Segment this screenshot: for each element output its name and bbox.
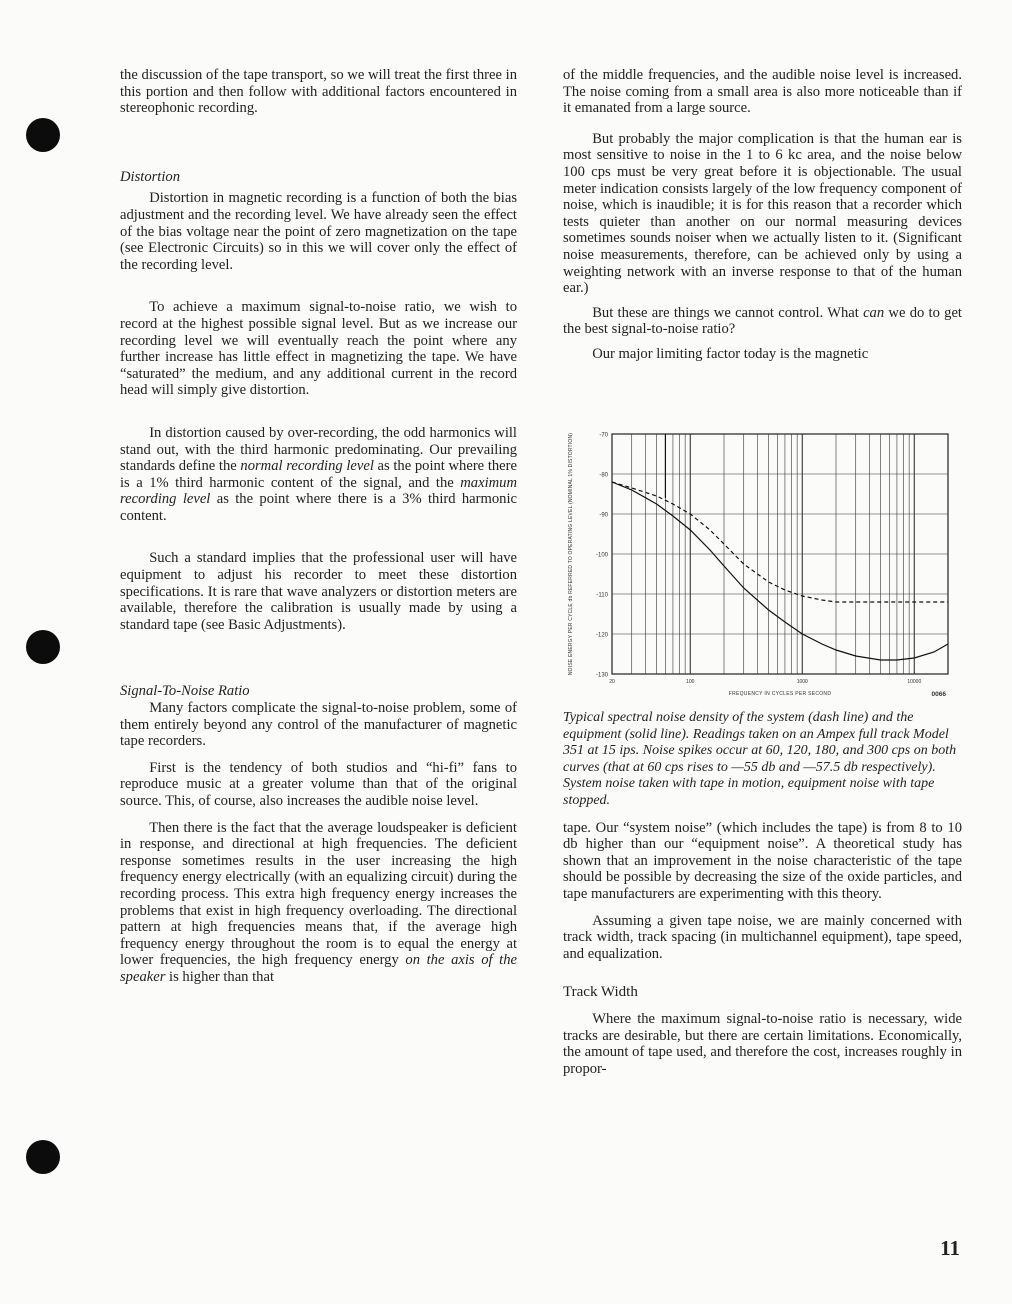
figure-id: 0066	[931, 691, 946, 698]
paragraph: Where the maximum signal-to-noise ratio is necessary, wide tracks are desirable, but there are certain limitations. Economically, the amount of tape used, and therefore the cost, increases roughly in propor-	[563, 1010, 962, 1077]
binder-hole-top	[26, 118, 60, 152]
emphasis: maximum recording level	[120, 474, 517, 508]
paragraph	[120, 820, 517, 986]
paragraph: Many factors complicate the signal-to-noise problem, some of them entirely beyond any control of the manufacturer of magnetic tape recorders.	[120, 700, 517, 750]
text-run: is higher than that	[165, 968, 275, 985]
text-run: But these are things we cannot control. What	[592, 304, 864, 321]
noise-chart	[560, 426, 970, 702]
figure-caption: Typical spectral noise density of the system (dash line) and the equipment (solid line). Readings taken on an Ampex full track Model 351 at 15 ips. Noise spikes occur at 60, 120, 180, and 300 cps on both curves (that at 60 cps rises to —55 db and —57.5 db respectively). System noise taken with tape in motion, equipment noise with tape stopped.	[563, 710, 957, 808]
x-tick-label: 10000	[907, 679, 922, 685]
y-axis-label: NOISE ENERGY PER CYCLE db REFERRED TO OPERATING LEVEL (NOMINAL 1% DISTORTION)	[568, 432, 574, 676]
equipment-noise-line	[612, 482, 948, 660]
y-tick-label: -100	[595, 552, 608, 559]
paragraph	[563, 305, 962, 338]
y-tick-label: -130	[595, 672, 608, 679]
paragraph: But probably the major complication is that the human ear is most sensitive to noise in the 1 to 6 kc area, and the noise below 100 cps must be very great before it is objectionable. The usual meter indication consists largely of the low frequency component of noise, which is inaudible; it is for this reason that a recorder which tests quieter than another on our normal measuring devices sometimes sounds noiser when we actually listen to it. (Significant noise measurements, therefore, can be achieved only by using a weighting network with an inverse response to that of the human ear.)	[563, 130, 962, 297]
left-column	[120, 67, 517, 986]
paragraph: the discussion of the tape transport, so we will treat the first three in this portion and then follow with additional factors encountered in stereophonic recording.	[120, 67, 517, 117]
paragraph: of the middle frequencies, and the audible noise level is increased. The noise coming from a small area is also more noticeable than if it emanated from a large source.	[563, 67, 962, 117]
text-run: as the point where there is a 3% third harmonic content.	[120, 491, 517, 524]
binder-hole-bottom	[26, 1140, 60, 1174]
right-column-bottom	[563, 710, 962, 1077]
paragraph: tape. Our “system noise” (which includes the tape) is from 8 to 10 db higher than our “equipment noise”. A theoretical study has shown that an improvement in the noise characteristic of the tape should be possible by decreasing the size of the oxide particles, and tape manufacturers are experimenting with this theory.	[563, 819, 962, 902]
y-tick-label: -80	[599, 472, 608, 479]
y-tick-label: -110	[596, 592, 608, 599]
paragraph	[120, 425, 517, 525]
paragraph: Distortion in magnetic recording is a function of both the bias adjustment and the recording level. We have already seen the effect of the bias voltage near the point of zero magnetization on the tape (see Electronic Circuits) so in this we will cover only the effect of the recording level.	[120, 190, 517, 273]
paragraph: Such a standard implies that the professional user will have equipment to adjust his recorder to meet these distortion specifications. It is rare that wave analyzers or distortion meters are available, therefore the calibration is usually made by using a standard tape (see Basic Adjustments).	[120, 550, 517, 633]
page-number: 11	[940, 1236, 960, 1260]
y-tick-label: -90	[599, 512, 608, 519]
x-tick-label: 100	[686, 679, 695, 685]
heading-distortion: Distortion	[120, 168, 181, 185]
y-tick-label: -70	[599, 432, 608, 439]
paragraph: To achieve a maximum signal-to-noise ratio, we wish to record at the highest possible signal level. But as we increase our recording level we will eventually reach the point where any further increase has little effect in magnetizing the tape. We have “saturated” the medium, and any additional current in the record head will simply give distortion.	[120, 299, 517, 399]
emphasis: can	[863, 304, 885, 321]
text-run: In distortion caused by over-recording, the odd harmonics will stand out, with the third harmonic predominating. Our prevailing standards define the	[120, 424, 517, 475]
right-column-top	[563, 67, 962, 363]
text-run: Then there is the fact that the average loudspeaker is deficient in response, and directional at high frequencies. The deficient response sometimes results in the user increasing the high frequency energy electrically (with an equalizing circuit) during the recording process. This extra high frequency energy increases the problems that exist in high frequency overloading. The directional pattern at high frequencies means that, if the average high frequency energy throughout the room is to equal the energy at lower frequencies, the high frequency energy	[120, 819, 517, 969]
emphasis: normal recording level	[240, 458, 374, 475]
heading-signal-to-noise: Signal-To-Noise Ratio	[120, 683, 250, 700]
x-tick-label: 20	[609, 679, 615, 685]
noise-chart-svg	[560, 426, 970, 702]
system-noise-line	[612, 482, 948, 602]
paragraph: Assuming a given tape noise, we are mainly concerned with track width, track spacing (in multichannel equipment), tape speed, and equalization.	[563, 912, 962, 962]
y-tick-label: -120	[595, 632, 608, 639]
heading-track-width: Track Width	[563, 984, 638, 1001]
x-tick-label: 1000	[796, 679, 808, 685]
paragraph: First is the tendency of both studios and “hi-fi” fans to reproduce music at a greater volume than that of the original source. This, of course, also increases the audible noise level.	[120, 759, 517, 809]
x-axis-label: FREQUENCY IN CYCLES PER SECOND	[728, 691, 832, 697]
text-run: we do to get the best signal-to-noise ratio?	[563, 304, 962, 338]
paragraph: Our major limiting factor today is the magnetic	[592, 345, 869, 362]
emphasis: on the axis of the speaker	[120, 952, 517, 985]
text-run: as the point where there is a 1% third harmonic content of the signal, and the	[120, 458, 517, 491]
binder-hole-middle	[26, 630, 60, 664]
